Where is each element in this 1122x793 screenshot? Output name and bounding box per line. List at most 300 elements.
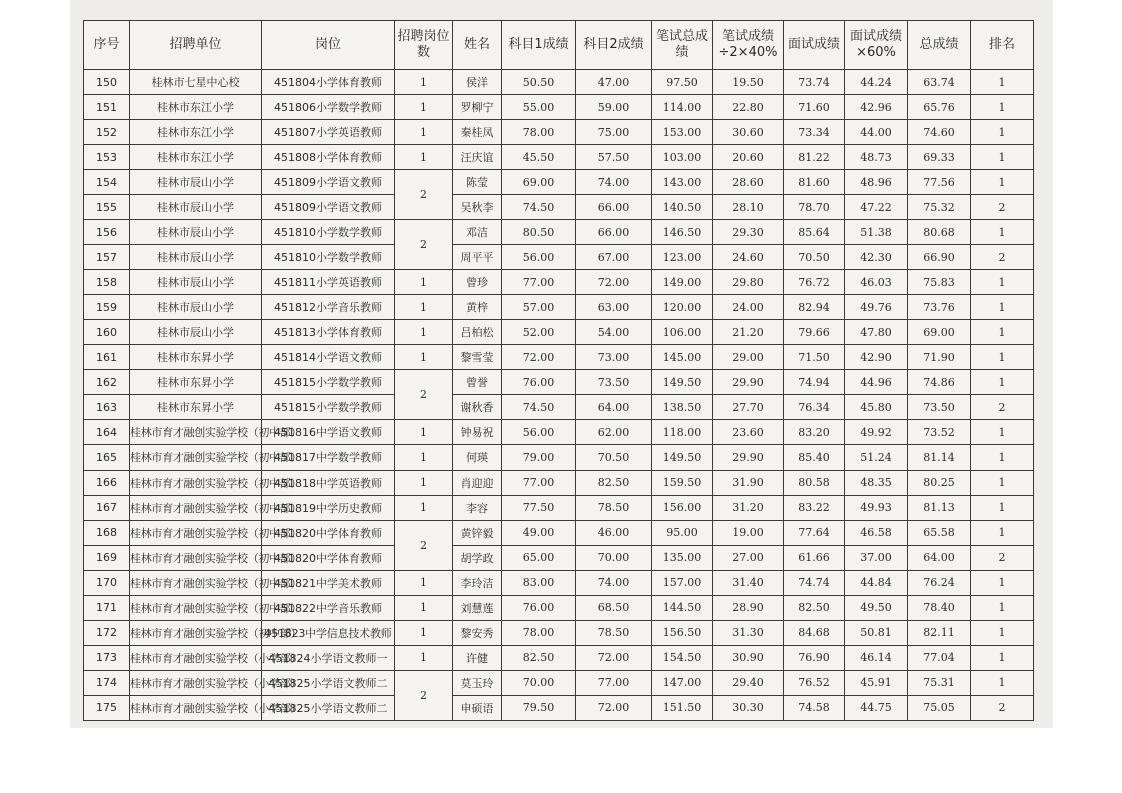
- cell-total: 74.86: [908, 370, 971, 395]
- cell-written-total: 153.00: [652, 120, 713, 145]
- cell-subject1: 83.00: [502, 570, 576, 595]
- cell-unit: 桂林市育才融创实验学校（初中部）: [130, 520, 262, 545]
- cell-written-total: 103.00: [652, 145, 713, 170]
- cell-rank: 1: [971, 145, 1034, 170]
- cell-seq: 156: [84, 220, 130, 245]
- cell-written-weighted: 29.00: [713, 345, 784, 370]
- cell-written-weighted: 28.10: [713, 195, 784, 220]
- cell-subject2: 78.50: [576, 495, 652, 520]
- cell-seq: 163: [84, 395, 130, 420]
- cell-written-weighted: 29.80: [713, 270, 784, 295]
- cell-interview: 74.74: [784, 570, 845, 595]
- cell-written-weighted: 24.60: [713, 245, 784, 270]
- cell-seq: 150: [84, 70, 130, 95]
- cell-written-total: 106.00: [652, 320, 713, 345]
- cell-unit: 桂林市育才融创实验学校（初中部）: [130, 420, 262, 445]
- cell-total: 75.05: [908, 695, 971, 720]
- col-header-subject1: 科目1成绩: [502, 21, 576, 70]
- cell-total: 65.76: [908, 95, 971, 120]
- cell-subject1: 70.00: [502, 670, 576, 695]
- cell-subject2: 72.00: [576, 645, 652, 670]
- cell-seq: 153: [84, 145, 130, 170]
- cell-unit: 桂林市育才融创实验学校（初中部）: [130, 595, 262, 620]
- cell-subject1: 82.50: [502, 645, 576, 670]
- cell-subject2: 73.50: [576, 370, 652, 395]
- cell-written-weighted: 19.50: [713, 70, 784, 95]
- cell-written-total: 118.00: [652, 420, 713, 445]
- cell-rank: 1: [971, 420, 1034, 445]
- cell-written-total: 151.50: [652, 695, 713, 720]
- cell-unit: 桂林市东昇小学: [130, 345, 262, 370]
- cell-name: 汪庆谊: [453, 145, 502, 170]
- cell-subject2: 68.50: [576, 595, 652, 620]
- cell-subject2: 72.00: [576, 695, 652, 720]
- cell-subject2: 46.00: [576, 520, 652, 545]
- cell-written-total: 140.50: [652, 195, 713, 220]
- cell-interview: 82.94: [784, 295, 845, 320]
- cell-total: 77.56: [908, 170, 971, 195]
- cell-seq: 165: [84, 445, 130, 470]
- cell-interview: 73.74: [784, 70, 845, 95]
- cell-interview-weighted: 45.91: [845, 670, 908, 695]
- cell-unit: 桂林市育才融创实验学校（初中部）: [130, 545, 262, 570]
- cell-position: 451810小学数学教师: [262, 220, 395, 245]
- cell-position: 451818中学英语教师: [262, 470, 395, 495]
- cell-rank: 1: [971, 670, 1034, 695]
- cell-total: 74.60: [908, 120, 971, 145]
- cell-total: 71.90: [908, 345, 971, 370]
- cell-subject1: 76.00: [502, 370, 576, 395]
- cell-seq: 158: [84, 270, 130, 295]
- cell-interview: 74.58: [784, 695, 845, 720]
- cell-total: 80.25: [908, 470, 971, 495]
- cell-rank: 1: [971, 570, 1034, 595]
- cell-count: 1: [395, 570, 453, 595]
- cell-seq: 151: [84, 95, 130, 120]
- cell-seq: 154: [84, 170, 130, 195]
- cell-name: 陈莹: [453, 170, 502, 195]
- cell-count: 2: [395, 220, 453, 270]
- cell-subject2: 74.00: [576, 570, 652, 595]
- cell-written-total: 149.00: [652, 270, 713, 295]
- cell-written-weighted: 31.30: [713, 620, 784, 645]
- cell-written-total: 147.00: [652, 670, 713, 695]
- cell-interview-weighted: 49.92: [845, 420, 908, 445]
- cell-name: 申硕语: [453, 695, 502, 720]
- cell-name: 谢秋香: [453, 395, 502, 420]
- cell-count: 1: [395, 420, 453, 445]
- cell-position: 451813小学体育教师: [262, 320, 395, 345]
- col-header-interview-weighted: 面试成绩×60%: [845, 21, 908, 70]
- cell-count: 1: [395, 645, 453, 670]
- cell-position: 451820中学体育教师: [262, 545, 395, 570]
- cell-total: 75.83: [908, 270, 971, 295]
- cell-total: 75.31: [908, 670, 971, 695]
- cell-subject1: 65.00: [502, 545, 576, 570]
- cell-name: 黎安秀: [453, 620, 502, 645]
- cell-unit: 桂林市辰山小学: [130, 170, 262, 195]
- cell-subject2: 67.00: [576, 245, 652, 270]
- cell-interview: 81.22: [784, 145, 845, 170]
- cell-written-weighted: 23.60: [713, 420, 784, 445]
- cell-total: 80.68: [908, 220, 971, 245]
- cell-position: 451825小学语文教师二: [262, 670, 395, 695]
- cell-position: 451811小学英语教师: [262, 270, 395, 295]
- cell-subject1: 56.00: [502, 245, 576, 270]
- cell-count: 2: [395, 520, 453, 570]
- cell-seq: 157: [84, 245, 130, 270]
- cell-interview-weighted: 46.14: [845, 645, 908, 670]
- cell-subject2: 70.50: [576, 445, 652, 470]
- cell-seq: 175: [84, 695, 130, 720]
- cell-written-weighted: 31.20: [713, 495, 784, 520]
- cell-rank: 1: [971, 95, 1034, 120]
- cell-unit: 桂林市辰山小学: [130, 195, 262, 220]
- cell-name: 胡学政: [453, 545, 502, 570]
- cell-subject1: 56.00: [502, 420, 576, 445]
- cell-written-weighted: 31.40: [713, 570, 784, 595]
- cell-rank: 1: [971, 70, 1034, 95]
- cell-subject2: 82.50: [576, 470, 652, 495]
- table-row: [84, 470, 1034, 495]
- cell-count: 1: [395, 295, 453, 320]
- cell-interview-weighted: 48.96: [845, 170, 908, 195]
- cell-interview-weighted: 42.96: [845, 95, 908, 120]
- cell-total: 77.04: [908, 645, 971, 670]
- cell-written-weighted: 30.90: [713, 645, 784, 670]
- table-row: [84, 170, 1034, 195]
- cell-subject2: 54.00: [576, 320, 652, 345]
- cell-interview: 74.94: [784, 370, 845, 395]
- cell-seq: 152: [84, 120, 130, 145]
- cell-count: 1: [395, 145, 453, 170]
- table-row: [84, 320, 1034, 345]
- table-row: [84, 620, 1034, 645]
- cell-subject1: 79.00: [502, 445, 576, 470]
- cell-rank: 2: [971, 395, 1034, 420]
- cell-count: 1: [395, 70, 453, 95]
- cell-rank: 1: [971, 220, 1034, 245]
- cell-interview-weighted: 44.84: [845, 570, 908, 595]
- table-row: [84, 370, 1034, 395]
- cell-subject1: 77.00: [502, 270, 576, 295]
- cell-written-weighted: 30.60: [713, 120, 784, 145]
- cell-seq: 159: [84, 295, 130, 320]
- cell-rank: 1: [971, 495, 1034, 520]
- cell-interview-weighted: 49.50: [845, 595, 908, 620]
- cell-count: 2: [395, 670, 453, 720]
- cell-interview-weighted: 42.30: [845, 245, 908, 270]
- cell-interview-weighted: 48.35: [845, 470, 908, 495]
- cell-count: 1: [395, 345, 453, 370]
- cell-interview-weighted: 42.90: [845, 345, 908, 370]
- cell-subject1: 72.00: [502, 345, 576, 370]
- cell-written-total: 159.50: [652, 470, 713, 495]
- col-header-name: 姓名: [453, 21, 502, 70]
- cell-subject1: 69.00: [502, 170, 576, 195]
- cell-position: 451804小学体育教师: [262, 70, 395, 95]
- cell-interview: 83.22: [784, 495, 845, 520]
- cell-seq: 171: [84, 595, 130, 620]
- cell-name: 邓洁: [453, 220, 502, 245]
- cell-rank: 1: [971, 645, 1034, 670]
- cell-name: 肖迎迎: [453, 470, 502, 495]
- cell-written-weighted: 31.90: [713, 470, 784, 495]
- cell-position: 451819中学历史教师: [262, 495, 395, 520]
- cell-written-total: 97.50: [652, 70, 713, 95]
- table-row: [84, 245, 1034, 270]
- cell-count: 1: [395, 120, 453, 145]
- cell-name: 黄梓: [453, 295, 502, 320]
- table-row: [84, 570, 1034, 595]
- cell-rank: 1: [971, 170, 1034, 195]
- cell-subject2: 57.50: [576, 145, 652, 170]
- cell-written-weighted: 27.70: [713, 395, 784, 420]
- cell-subject1: 57.00: [502, 295, 576, 320]
- cell-seq: 172: [84, 620, 130, 645]
- cell-rank: 1: [971, 595, 1034, 620]
- cell-interview-weighted: 46.03: [845, 270, 908, 295]
- cell-unit: 桂林市育才融创实验学校（初中部）: [130, 570, 262, 595]
- cell-subject2: 72.00: [576, 270, 652, 295]
- cell-subject1: 52.00: [502, 320, 576, 345]
- cell-subject2: 66.00: [576, 220, 652, 245]
- cell-subject1: 78.00: [502, 620, 576, 645]
- cell-rank: 2: [971, 195, 1034, 220]
- cell-interview-weighted: 50.81: [845, 620, 908, 645]
- cell-total: 73.50: [908, 395, 971, 420]
- cell-interview: 76.90: [784, 645, 845, 670]
- cell-written-weighted: 28.60: [713, 170, 784, 195]
- cell-seq: 155: [84, 195, 130, 220]
- cell-written-total: 120.00: [652, 295, 713, 320]
- cell-name: 侯洋: [453, 70, 502, 95]
- cell-unit: 桂林市辰山小学: [130, 220, 262, 245]
- cell-total: 73.52: [908, 420, 971, 445]
- cell-rank: 1: [971, 320, 1034, 345]
- cell-interview-weighted: 47.80: [845, 320, 908, 345]
- cell-unit: 桂林市育才融创实验学校（初中部）: [130, 470, 262, 495]
- cell-interview-weighted: 49.76: [845, 295, 908, 320]
- cell-interview: 71.60: [784, 95, 845, 120]
- cell-subject2: 59.00: [576, 95, 652, 120]
- cell-count: 1: [395, 495, 453, 520]
- cell-count: 2: [395, 170, 453, 220]
- cell-written-total: 114.00: [652, 95, 713, 120]
- cell-written-total: 123.00: [652, 245, 713, 270]
- cell-unit: 桂林市育才融创实验学校（初中部）: [130, 620, 262, 645]
- table-row: [84, 220, 1034, 245]
- cell-subject2: 75.00: [576, 120, 652, 145]
- table-row: [84, 270, 1034, 295]
- cell-count: 1: [395, 95, 453, 120]
- cell-written-weighted: 30.30: [713, 695, 784, 720]
- cell-written-weighted: 29.30: [713, 220, 784, 245]
- cell-unit: 桂林市辰山小学: [130, 245, 262, 270]
- table-row: [84, 95, 1034, 120]
- cell-written-total: 157.00: [652, 570, 713, 595]
- cell-interview: 82.50: [784, 595, 845, 620]
- cell-interview: 76.72: [784, 270, 845, 295]
- cell-position: 451816中学语文教师: [262, 420, 395, 445]
- cell-rank: 2: [971, 245, 1034, 270]
- cell-interview-weighted: 44.75: [845, 695, 908, 720]
- cell-position: 451824小学语文教师一: [262, 645, 395, 670]
- cell-name: 曾珍: [453, 270, 502, 295]
- cell-interview: 76.34: [784, 395, 845, 420]
- cell-subject2: 47.00: [576, 70, 652, 95]
- cell-name: 吴秋李: [453, 195, 502, 220]
- cell-name: 李玲洁: [453, 570, 502, 595]
- cell-position: 451814小学语文教师: [262, 345, 395, 370]
- cell-subject2: 66.00: [576, 195, 652, 220]
- cell-seq: 162: [84, 370, 130, 395]
- cell-name: 莫玉玲: [453, 670, 502, 695]
- cell-seq: 168: [84, 520, 130, 545]
- col-header-written-weighted: 笔试成绩÷2×40%: [713, 21, 784, 70]
- cell-interview-weighted: 49.93: [845, 495, 908, 520]
- cell-interview-weighted: 51.38: [845, 220, 908, 245]
- cell-interview: 78.70: [784, 195, 845, 220]
- cell-subject1: 50.50: [502, 70, 576, 95]
- cell-position: 451809小学语文教师: [262, 170, 395, 195]
- cell-name: 刘慧莲: [453, 595, 502, 620]
- col-header-total: 总成绩: [908, 21, 971, 70]
- cell-name: 吕柏松: [453, 320, 502, 345]
- cell-subject2: 78.50: [576, 620, 652, 645]
- cell-seq: 166: [84, 470, 130, 495]
- cell-count: 1: [395, 270, 453, 295]
- cell-name: 黄锌毅: [453, 520, 502, 545]
- cell-subject1: 79.50: [502, 695, 576, 720]
- cell-position: 451817中学数学教师: [262, 445, 395, 470]
- cell-written-total: 149.50: [652, 370, 713, 395]
- cell-name: 黎雪莹: [453, 345, 502, 370]
- cell-written-weighted: 24.00: [713, 295, 784, 320]
- cell-name: 曾誉: [453, 370, 502, 395]
- cell-unit: 桂林市东江小学: [130, 120, 262, 145]
- cell-total: 64.00: [908, 545, 971, 570]
- cell-position: 451812小学音乐教师: [262, 295, 395, 320]
- cell-position: 451825小学语文教师二: [262, 695, 395, 720]
- cell-interview: 85.40: [784, 445, 845, 470]
- table-row: [84, 420, 1034, 445]
- cell-interview: 85.64: [784, 220, 845, 245]
- cell-total: 63.74: [908, 70, 971, 95]
- cell-seq: 167: [84, 495, 130, 520]
- cell-count: 1: [395, 595, 453, 620]
- cell-subject1: 77.00: [502, 470, 576, 495]
- table-row: [84, 495, 1034, 520]
- cell-interview: 81.60: [784, 170, 845, 195]
- cell-written-weighted: 28.90: [713, 595, 784, 620]
- cell-unit: 桂林市育才融创实验学校（初中部）: [130, 495, 262, 520]
- cell-count: 2: [395, 370, 453, 420]
- cell-unit: 桂林市东江小学: [130, 145, 262, 170]
- cell-seq: 164: [84, 420, 130, 445]
- cell-written-weighted: 29.90: [713, 370, 784, 395]
- cell-rank: 1: [971, 620, 1034, 645]
- cell-rank: 1: [971, 445, 1034, 470]
- cell-seq: 174: [84, 670, 130, 695]
- cell-subject1: 49.00: [502, 520, 576, 545]
- cell-subject2: 64.00: [576, 395, 652, 420]
- cell-written-weighted: 29.40: [713, 670, 784, 695]
- cell-unit: 桂林市辰山小学: [130, 320, 262, 345]
- cell-subject1: 55.00: [502, 95, 576, 120]
- cell-subject1: 76.00: [502, 595, 576, 620]
- cell-count: 1: [395, 320, 453, 345]
- cell-seq: 160: [84, 320, 130, 345]
- cell-unit: 桂林市育才融创实验学校（小学部）: [130, 645, 262, 670]
- col-header-unit: 招聘单位: [130, 21, 262, 70]
- table-row: [84, 70, 1034, 95]
- cell-interview: 83.20: [784, 420, 845, 445]
- cell-total: 76.24: [908, 570, 971, 595]
- table-row: [84, 520, 1034, 545]
- cell-interview-weighted: 47.22: [845, 195, 908, 220]
- cell-written-weighted: 22.80: [713, 95, 784, 120]
- cell-name: 钟易祝: [453, 420, 502, 445]
- table-row: [84, 445, 1034, 470]
- cell-written-total: 135.00: [652, 545, 713, 570]
- cell-interview-weighted: 45.80: [845, 395, 908, 420]
- cell-total: 75.32: [908, 195, 971, 220]
- cell-unit: 桂林市辰山小学: [130, 270, 262, 295]
- table-row: [84, 545, 1034, 570]
- cell-count: 1: [395, 470, 453, 495]
- cell-interview: 79.66: [784, 320, 845, 345]
- cell-name: 许健: [453, 645, 502, 670]
- cell-position: 451815小学数学教师: [262, 395, 395, 420]
- col-header-subject2: 科目2成绩: [576, 21, 652, 70]
- table-row: [84, 670, 1034, 695]
- cell-unit: 桂林市七星中心校: [130, 70, 262, 95]
- cell-interview: 70.50: [784, 245, 845, 270]
- col-header-count: 招聘岗位数: [395, 21, 453, 70]
- cell-written-weighted: 19.00: [713, 520, 784, 545]
- cell-written-weighted: 27.00: [713, 545, 784, 570]
- cell-written-total: 95.00: [652, 520, 713, 545]
- cell-subject2: 77.00: [576, 670, 652, 695]
- cell-subject2: 73.00: [576, 345, 652, 370]
- cell-rank: 1: [971, 120, 1034, 145]
- cell-count: 1: [395, 620, 453, 645]
- cell-subject1: 45.50: [502, 145, 576, 170]
- cell-subject1: 80.50: [502, 220, 576, 245]
- cell-seq: 173: [84, 645, 130, 670]
- cell-written-total: 146.50: [652, 220, 713, 245]
- col-header-written-total: 笔试总成绩: [652, 21, 713, 70]
- cell-total: 81.14: [908, 445, 971, 470]
- cell-subject1: 74.50: [502, 195, 576, 220]
- cell-total: 82.11: [908, 620, 971, 645]
- cell-rank: 1: [971, 270, 1034, 295]
- cell-interview-weighted: 44.24: [845, 70, 908, 95]
- cell-total: 78.40: [908, 595, 971, 620]
- cell-written-weighted: 20.60: [713, 145, 784, 170]
- cell-interview: 77.64: [784, 520, 845, 545]
- cell-position: 451820中学体育教师: [262, 520, 395, 545]
- cell-subject2: 63.00: [576, 295, 652, 320]
- cell-count: 1: [395, 445, 453, 470]
- cell-position: 451822中学音乐教师: [262, 595, 395, 620]
- cell-interview: 80.58: [784, 470, 845, 495]
- cell-rank: 2: [971, 545, 1034, 570]
- cell-total: 69.33: [908, 145, 971, 170]
- cell-unit: 桂林市育才融创实验学校（初中部）: [130, 445, 262, 470]
- cell-subject2: 70.00: [576, 545, 652, 570]
